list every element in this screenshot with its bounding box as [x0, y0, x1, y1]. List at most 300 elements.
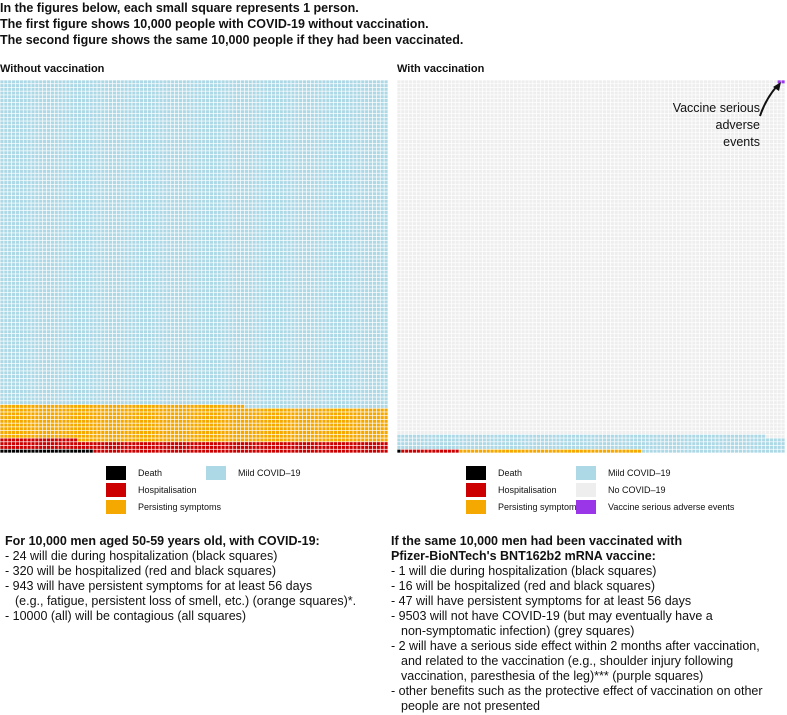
waffle-cell-mild: [78, 353, 81, 356]
waffle-cell-mild: [322, 401, 325, 404]
waffle-cell-mild: [253, 345, 256, 348]
waffle-cell-mild: [28, 312, 31, 315]
waffle-cell-mild: [346, 312, 349, 315]
waffle-cell-mild: [140, 386, 143, 389]
waffle-cell-mild: [105, 382, 108, 385]
waffle-cell-mild: [384, 353, 387, 356]
waffle-cell-persisting: [187, 435, 190, 438]
waffle-cell-mild: [159, 330, 162, 333]
waffle-cell-mild: [39, 401, 42, 404]
waffle-cell-mild: [264, 293, 267, 296]
waffle-cell-mild: [47, 330, 50, 333]
waffle-cell-mild: [319, 341, 322, 344]
waffle-cell-mild: [20, 315, 23, 318]
waffle-cell-mild: [276, 386, 279, 389]
waffle-cell-mild: [322, 349, 325, 352]
waffle-cell-persisting: [245, 416, 248, 419]
waffle-cell-persisting: [136, 431, 139, 434]
waffle-cell-mild: [299, 323, 302, 326]
waffle-cell-mild: [74, 382, 77, 385]
waffle-cell-mild: [369, 401, 372, 404]
waffle-cell-mild: [171, 286, 174, 289]
waffle-cell-mild: [237, 379, 240, 382]
waffle-cell-mild: [350, 386, 353, 389]
waffle-cell-hospitalisation: [214, 450, 217, 453]
waffle-cell-mild: [43, 341, 46, 344]
waffle-cell-mild: [47, 278, 50, 281]
waffle-cell-mild: [86, 345, 89, 348]
waffle-cell-persisting: [117, 431, 120, 434]
waffle-cell-persisting: [163, 438, 166, 441]
waffle-cell-mild: [163, 338, 166, 341]
waffle-cell-mild: [117, 345, 120, 348]
waffle-cell-mild: [357, 405, 360, 408]
waffle-cell-mild: [156, 375, 159, 378]
waffle-cell-mild: [117, 267, 120, 270]
waffle-cell-mild: [311, 371, 314, 374]
waffle-cell-mild: [35, 394, 38, 397]
waffle-cell-persisting: [167, 427, 170, 430]
waffle-cell-mild: [260, 308, 263, 311]
waffle-cell-mild: [117, 330, 120, 333]
waffle-cell-persisting: [361, 435, 364, 438]
waffle-cell-mild: [315, 319, 318, 322]
waffle-cell-mild: [140, 282, 143, 285]
waffle-cell-persisting: [167, 405, 170, 408]
waffle-cell-persisting: [12, 409, 15, 412]
waffle-cell-mild: [121, 271, 124, 274]
waffle-cell-mild: [66, 334, 69, 337]
waffle-cell-mild: [163, 375, 166, 378]
waffle-cell-persisting: [194, 424, 197, 427]
waffle-cell-mild: [167, 364, 170, 367]
waffle-cell-mild: [338, 327, 341, 330]
waffle-cell-mild: [229, 300, 232, 303]
waffle-cell-mild: [140, 319, 143, 322]
waffle-cell-mild: [43, 338, 46, 341]
waffle-cell-mild: [183, 327, 186, 330]
waffle-cell-persisting: [125, 409, 128, 412]
waffle-cell-persisting: [214, 405, 217, 408]
waffle-cell-hospitalisation: [20, 438, 23, 441]
waffle-cell-hospitalisation: [121, 446, 124, 449]
waffle-cell-hospitalisation: [330, 450, 333, 453]
waffle-cell-mild: [51, 274, 54, 277]
waffle-cell-mild: [105, 379, 108, 382]
waffle-cell-mild: [338, 341, 341, 344]
waffle-cell-mild: [319, 304, 322, 307]
waffle-cell-mild: [222, 271, 225, 274]
waffle-cell-mild: [59, 349, 62, 352]
waffle-cell-hospitalisation: [78, 446, 81, 449]
waffle-cell-persisting: [264, 431, 267, 434]
waffle-cell-mild: [140, 323, 143, 326]
waffle-cell-mild: [132, 386, 135, 389]
waffle-cell-mild: [198, 286, 201, 289]
waffle-cell-mild: [311, 375, 314, 378]
waffle-cell-persisting: [342, 438, 345, 441]
waffle-cell-mild: [210, 360, 213, 363]
waffle-cell-mild: [47, 282, 50, 285]
waffle-cell-hospitalisation: [97, 442, 100, 445]
waffle-cell-persisting: [183, 420, 186, 423]
waffle-cell-mild: [167, 274, 170, 277]
waffle-cell-mild: [105, 327, 108, 330]
waffle-cell-mild: [59, 382, 62, 385]
waffle-cell-mild: [51, 293, 54, 296]
waffle-cell-mild: [338, 401, 341, 404]
waffle-cell-mild: [51, 319, 54, 322]
waffle-cell-mild: [190, 297, 193, 300]
waffle-cell-mild: [245, 278, 248, 281]
waffle-cell-persisting: [384, 424, 387, 427]
waffle-cell-mild: [179, 390, 182, 393]
waffle-cell-mild: [330, 282, 333, 285]
waffle-cell-mild: [117, 349, 120, 352]
waffle-cell-hospitalisation: [39, 438, 42, 441]
waffle-cell-mild: [225, 345, 228, 348]
waffle-cell-mild: [101, 397, 104, 400]
waffle-cell-mild: [303, 345, 306, 348]
waffle-cell-mild: [62, 312, 65, 315]
waffle-cell-mild: [225, 338, 228, 341]
waffle-cell-mild: [249, 394, 252, 397]
waffle-cell-mild: [202, 356, 205, 359]
waffle-cell-persisting: [62, 431, 65, 434]
waffle-cell-mild: [90, 323, 93, 326]
waffle-cell-hospitalisation: [8, 438, 11, 441]
waffle-cell-persisting: [272, 412, 275, 415]
waffle-cell-mild: [51, 386, 54, 389]
waffle-cell-mild: [384, 401, 387, 404]
waffle-cell-mild: [311, 394, 314, 397]
waffle-cell-mild: [43, 349, 46, 352]
waffle-cell-hospitalisation: [148, 446, 151, 449]
waffle-cell-mild: [43, 345, 46, 348]
waffle-cell-mild: [233, 315, 236, 318]
waffle-cell-persisting: [190, 405, 193, 408]
waffle-cell-mild: [152, 300, 155, 303]
waffle-cell-mild: [12, 356, 15, 359]
waffle-cell-mild: [369, 323, 372, 326]
waffle-cell-mild: [319, 356, 322, 359]
waffle-cell-mild: [353, 267, 356, 270]
waffle-cell-mild: [218, 286, 221, 289]
waffle-cell-mild: [377, 334, 380, 337]
waffle-cell-mild: [210, 274, 213, 277]
waffle-cell-mild: [8, 382, 11, 385]
waffle-cell-mild: [12, 315, 15, 318]
waffle-cell-mild: [148, 341, 151, 344]
waffle-cell-mild: [28, 353, 31, 356]
waffle-cell-mild: [206, 297, 209, 300]
waffle-cell-mild: [12, 327, 15, 330]
waffle-cell-hospitalisation: [322, 446, 325, 449]
waffle-cell-hospitalisation: [369, 450, 372, 453]
waffle-cell-mild: [55, 375, 58, 378]
waffle-cell-mild: [319, 330, 322, 333]
waffle-cell-mild: [24, 330, 27, 333]
waffle-cell-mild: [4, 341, 7, 344]
waffle-cell-mild: [62, 341, 65, 344]
waffle-cell-hospitalisation: [210, 446, 213, 449]
waffle-cell-persisting: [171, 431, 174, 434]
waffle-cell-mild: [299, 345, 302, 348]
waffle-cell-mild: [136, 293, 139, 296]
waffle-cell-persisting: [287, 424, 290, 427]
waffle-cell-mild: [222, 356, 225, 359]
waffle-cell-mild: [315, 386, 318, 389]
waffle-cell-mild: [8, 360, 11, 363]
waffle-cell-mild: [222, 368, 225, 371]
waffle-cell-mild: [62, 297, 65, 300]
waffle-cell-mild: [113, 282, 116, 285]
waffle-cell-mild: [190, 368, 193, 371]
waffle-cell-mild: [16, 386, 19, 389]
waffle-cell-mild: [179, 371, 182, 374]
waffle-cell-mild: [105, 289, 108, 292]
waffle-cell-mild: [39, 390, 42, 393]
waffle-cell-hospitalisation: [175, 446, 178, 449]
waffle-cell-mild: [159, 271, 162, 274]
waffle-cell-hospitalisation: [35, 442, 38, 445]
waffle-cell-mild: [369, 334, 372, 337]
waffle-cell-mild: [384, 274, 387, 277]
waffle-cell-hospitalisation: [128, 442, 131, 445]
waffle-cell-persisting: [66, 427, 69, 430]
waffle-cell-mild: [245, 312, 248, 315]
waffle-cell-persisting: [319, 435, 322, 438]
waffle-cell-mild: [90, 327, 93, 330]
waffle-cell-persisting: [74, 435, 77, 438]
waffle-cell-hospitalisation: [24, 438, 27, 441]
waffle-cell-mild: [381, 364, 384, 367]
waffle-cell-persisting: [101, 431, 104, 434]
waffle-cell-mild: [260, 397, 263, 400]
waffle-cell-mild: [365, 360, 368, 363]
waffle-cell-mild: [93, 360, 96, 363]
waffle-cell-mild: [214, 334, 217, 337]
waffle-cell-mild: [214, 382, 217, 385]
waffle-cell-mild: [183, 394, 186, 397]
waffle-cell-mild: [97, 278, 100, 281]
waffle-cell-mild: [74, 308, 77, 311]
waffle-cell-persisting: [249, 416, 252, 419]
waffle-cell-mild: [237, 390, 240, 393]
waffle-cell-mild: [144, 341, 147, 344]
waffle-cell-mild: [156, 386, 159, 389]
waffle-cell-mild: [369, 289, 372, 292]
waffle-cell-mild: [280, 386, 283, 389]
waffle-cell-mild: [113, 382, 116, 385]
waffle-cell-persisting: [319, 438, 322, 441]
waffle-cell-mild: [171, 338, 174, 341]
waffle-cell-mild: [326, 330, 329, 333]
waffle-cell-hospitalisation: [198, 446, 201, 449]
waffle-cell-mild: [357, 390, 360, 393]
waffle-cell-mild: [342, 327, 345, 330]
waffle-cell-hospitalisation: [152, 442, 155, 445]
waffle-cell-mild: [70, 345, 73, 348]
waffle-cell-mild: [97, 308, 100, 311]
waffle-cell-mild: [338, 304, 341, 307]
waffle-cell-mild: [272, 382, 275, 385]
waffle-cell-hospitalisation: [101, 446, 104, 449]
waffle-cell-mild: [365, 297, 368, 300]
waffle-cell-persisting: [47, 424, 50, 427]
waffle-cell-mild: [241, 289, 244, 292]
waffle-cell-persisting: [322, 409, 325, 412]
waffle-cell-mild: [43, 282, 46, 285]
waffle-cell-mild: [346, 390, 349, 393]
waffle-cell-persisting: [93, 405, 96, 408]
waffle-cell-persisting: [66, 420, 69, 423]
waffle-cell-mild: [373, 300, 376, 303]
waffle-cell-mild: [214, 297, 217, 300]
waffle-cell-persisting: [51, 435, 54, 438]
waffle-cell-mild: [194, 379, 197, 382]
waffle-cell-mild: [66, 338, 69, 341]
waffle-cell-mild: [330, 338, 333, 341]
waffle-cell-mild: [346, 323, 349, 326]
waffle-cell-mild: [377, 375, 380, 378]
waffle-cell-mild: [369, 368, 372, 371]
waffle-cell-persisting: [8, 420, 11, 423]
waffle-cell-mild: [74, 386, 77, 389]
waffle-cell-mild: [346, 319, 349, 322]
waffle-cell-mild: [373, 327, 376, 330]
waffle-cell-mild: [183, 267, 186, 270]
waffle-cell-hospitalisation: [171, 446, 174, 449]
waffle-cell-mild: [291, 349, 294, 352]
waffle-cell-persisting: [159, 412, 162, 415]
waffle-cell-mild: [276, 334, 279, 337]
waffle-cell-persisting: [136, 424, 139, 427]
waffle-cell-mild: [377, 371, 380, 374]
waffle-cell-mild: [16, 315, 19, 318]
waffle-cell-hospitalisation: [179, 446, 182, 449]
waffle-cell-mild: [311, 319, 314, 322]
waffle-cell-mild: [245, 375, 248, 378]
waffle-cell-mild: [43, 353, 46, 356]
waffle-cell-mild: [190, 382, 193, 385]
waffle-cell-persisting: [90, 431, 93, 434]
waffle-cell-mild: [210, 289, 213, 292]
waffle-cell-mild: [163, 293, 166, 296]
waffle-cell-mild: [144, 390, 147, 393]
waffle-cell-persisting: [353, 412, 356, 415]
waffle-cell-mild: [101, 293, 104, 296]
waffle-cell-mild: [8, 271, 11, 274]
waffle-cell-mild: [105, 293, 108, 296]
waffle-cell-hospitalisation: [373, 446, 376, 449]
waffle-cell-mild: [74, 364, 77, 367]
waffle-cell-mild: [330, 397, 333, 400]
waffle-cell-mild: [74, 315, 77, 318]
waffle-cell-mild: [287, 323, 290, 326]
waffle-cell-hospitalisation: [0, 446, 3, 449]
waffle-cell-mild: [245, 401, 248, 404]
waffle-cell-mild: [152, 308, 155, 311]
waffle-cell-mild: [198, 371, 201, 374]
waffle-cell-mild: [334, 304, 337, 307]
waffle-cell-mild: [113, 297, 116, 300]
waffle-cell-mild: [70, 356, 73, 359]
waffle-cell-mild: [101, 315, 104, 318]
waffle-cell-mild: [31, 278, 34, 281]
waffle-cell-mild: [272, 308, 275, 311]
waffle-cell-mild: [86, 375, 89, 378]
waffle-cell-mild: [326, 390, 329, 393]
waffle-cell-persisting: [179, 438, 182, 441]
waffle-cell-persisting: [109, 405, 112, 408]
waffle-cell-mild: [326, 312, 329, 315]
waffle-cell-persisting: [4, 405, 7, 408]
waffle-cell-mild: [287, 382, 290, 385]
waffle-cell-mild: [357, 271, 360, 274]
waffle-cell-mild: [237, 289, 240, 292]
waffle-cell-mild: [117, 293, 120, 296]
waffle-cell-mild: [101, 334, 104, 337]
waffle-cell-mild: [381, 300, 384, 303]
waffle-cell-mild: [330, 375, 333, 378]
waffle-cell-mild: [350, 278, 353, 281]
waffle-cell-mild: [245, 379, 248, 382]
waffle-cell-hospitalisation: [214, 442, 217, 445]
waffle-cell-persisting: [222, 427, 225, 430]
waffle-cell-hospitalisation: [384, 450, 387, 453]
waffle-cell-persisting: [101, 416, 104, 419]
waffle-cell-mild: [295, 274, 298, 277]
waffle-cell-mild: [253, 338, 256, 341]
waffle-cell-mild: [24, 334, 27, 337]
waffle-cell-persisting: [39, 409, 42, 412]
waffle-cell-mild: [346, 327, 349, 330]
waffle-cell-mild: [156, 334, 159, 337]
waffle-cell-mild: [202, 334, 205, 337]
waffle-cell-mild: [260, 323, 263, 326]
waffle-cell-mild: [202, 327, 205, 330]
waffle-cell-mild: [190, 345, 193, 348]
waffle-cell-mild: [361, 304, 364, 307]
waffle-cell-mild: [384, 341, 387, 344]
waffle-cell-mild: [8, 353, 11, 356]
waffle-cell-mild: [62, 382, 65, 385]
waffle-cell-mild: [0, 353, 3, 356]
waffle-cell-mild: [210, 312, 213, 315]
waffle-cell-mild: [93, 356, 96, 359]
waffle-cell-mild: [338, 315, 341, 318]
waffle-cell-mild: [369, 330, 372, 333]
waffle-cell-mild: [303, 341, 306, 344]
waffle-cell-mild: [357, 368, 360, 371]
waffle-cell-hospitalisation: [307, 450, 310, 453]
waffle-cell-mild: [24, 338, 27, 341]
waffle-cell-mild: [51, 323, 54, 326]
waffle-cell-mild: [291, 353, 294, 356]
waffle-cell-mild: [299, 360, 302, 363]
waffle-cell-mild: [39, 267, 42, 270]
waffle-cell-mild: [78, 375, 81, 378]
waffle-cell-mild: [12, 319, 15, 322]
waffle-cell-mild: [222, 349, 225, 352]
waffle-cell-mild: [4, 308, 7, 311]
waffle-cell-mild: [82, 364, 85, 367]
waffle-cell-mild: [187, 271, 190, 274]
waffle-cell-mild: [183, 274, 186, 277]
waffle-cell-mild: [28, 386, 31, 389]
waffle-cell-hospitalisation: [78, 442, 81, 445]
